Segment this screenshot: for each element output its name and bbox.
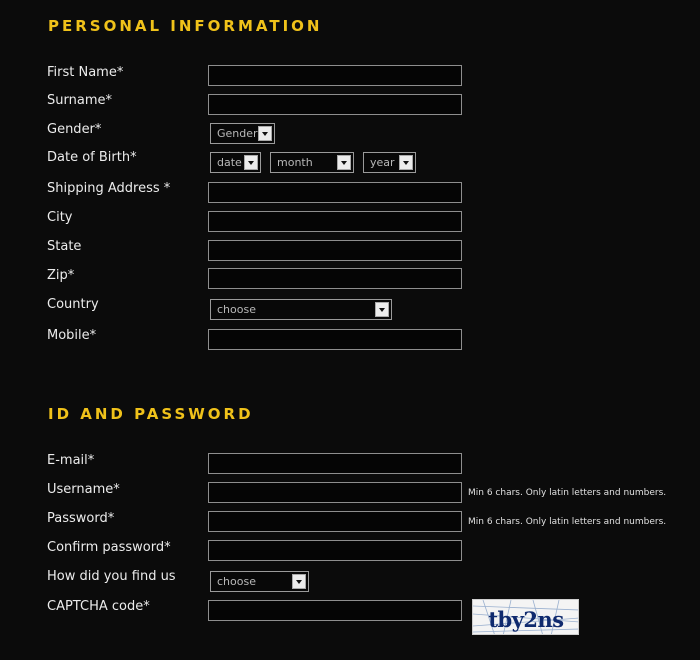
gender-label: Gender*	[47, 122, 102, 137]
dob-month-value: month	[277, 156, 313, 169]
confirm-password-label: Confirm password*	[47, 540, 171, 555]
country-select[interactable]	[210, 299, 392, 320]
chevron-down-icon[interactable]	[292, 574, 306, 589]
dob-month-select[interactable]	[270, 152, 354, 173]
surname-input[interactable]	[208, 94, 462, 115]
username-input[interactable]	[208, 482, 462, 503]
password-label: Password*	[47, 511, 115, 526]
date-of-birth-label: Date of Birth*	[47, 150, 137, 165]
captcha-text: tby2ns	[488, 607, 564, 632]
how-found-select-value: choose	[217, 575, 256, 588]
country-label: Country	[47, 297, 99, 312]
city-label: City	[47, 210, 73, 225]
first-name-label: First Name*	[47, 65, 124, 80]
chevron-down-icon[interactable]	[244, 155, 258, 170]
state-label: State	[47, 239, 82, 254]
dob-date-select[interactable]	[210, 152, 261, 173]
shipping-address-input[interactable]	[208, 182, 462, 203]
personal-information-heading: PERSONAL INFORMATION	[48, 17, 323, 35]
id-and-password-heading: ID AND PASSWORD	[48, 405, 254, 423]
first-name-input[interactable]	[208, 65, 462, 86]
surname-label: Surname*	[47, 93, 112, 108]
confirm-password-input[interactable]	[208, 540, 462, 561]
dob-date-value: date	[217, 156, 242, 169]
mobile-label: Mobile*	[47, 328, 97, 343]
password-hint: Min 6 chars. Only latin letters and numbers.	[468, 517, 667, 527]
dob-year-select[interactable]	[363, 152, 416, 173]
how-found-label: How did you find us	[47, 569, 176, 584]
zip-input[interactable]	[208, 268, 462, 289]
zip-label: Zip*	[47, 268, 75, 283]
captcha-label: CAPTCHA code*	[47, 599, 150, 614]
gender-select-value: Gender	[217, 127, 258, 140]
email-label: E-mail*	[47, 453, 95, 468]
dob-year-value: year	[370, 156, 395, 169]
city-input[interactable]	[208, 211, 462, 232]
shipping-address-label: Shipping Address *	[47, 181, 171, 196]
username-label: Username*	[47, 482, 120, 497]
email-input[interactable]	[208, 453, 462, 474]
gender-select[interactable]	[210, 123, 275, 144]
captcha-image	[472, 599, 579, 635]
chevron-down-icon[interactable]	[337, 155, 351, 170]
password-input[interactable]	[208, 511, 462, 532]
chevron-down-icon[interactable]	[375, 302, 389, 317]
mobile-input[interactable]	[208, 329, 462, 350]
chevron-down-icon[interactable]	[258, 126, 272, 141]
country-select-value: choose	[217, 303, 256, 316]
state-input[interactable]	[208, 240, 462, 261]
captcha-input[interactable]	[208, 600, 462, 621]
username-hint: Min 6 chars. Only latin letters and numbers.	[468, 488, 667, 498]
how-found-select[interactable]	[210, 571, 309, 592]
chevron-down-icon[interactable]	[399, 155, 413, 170]
